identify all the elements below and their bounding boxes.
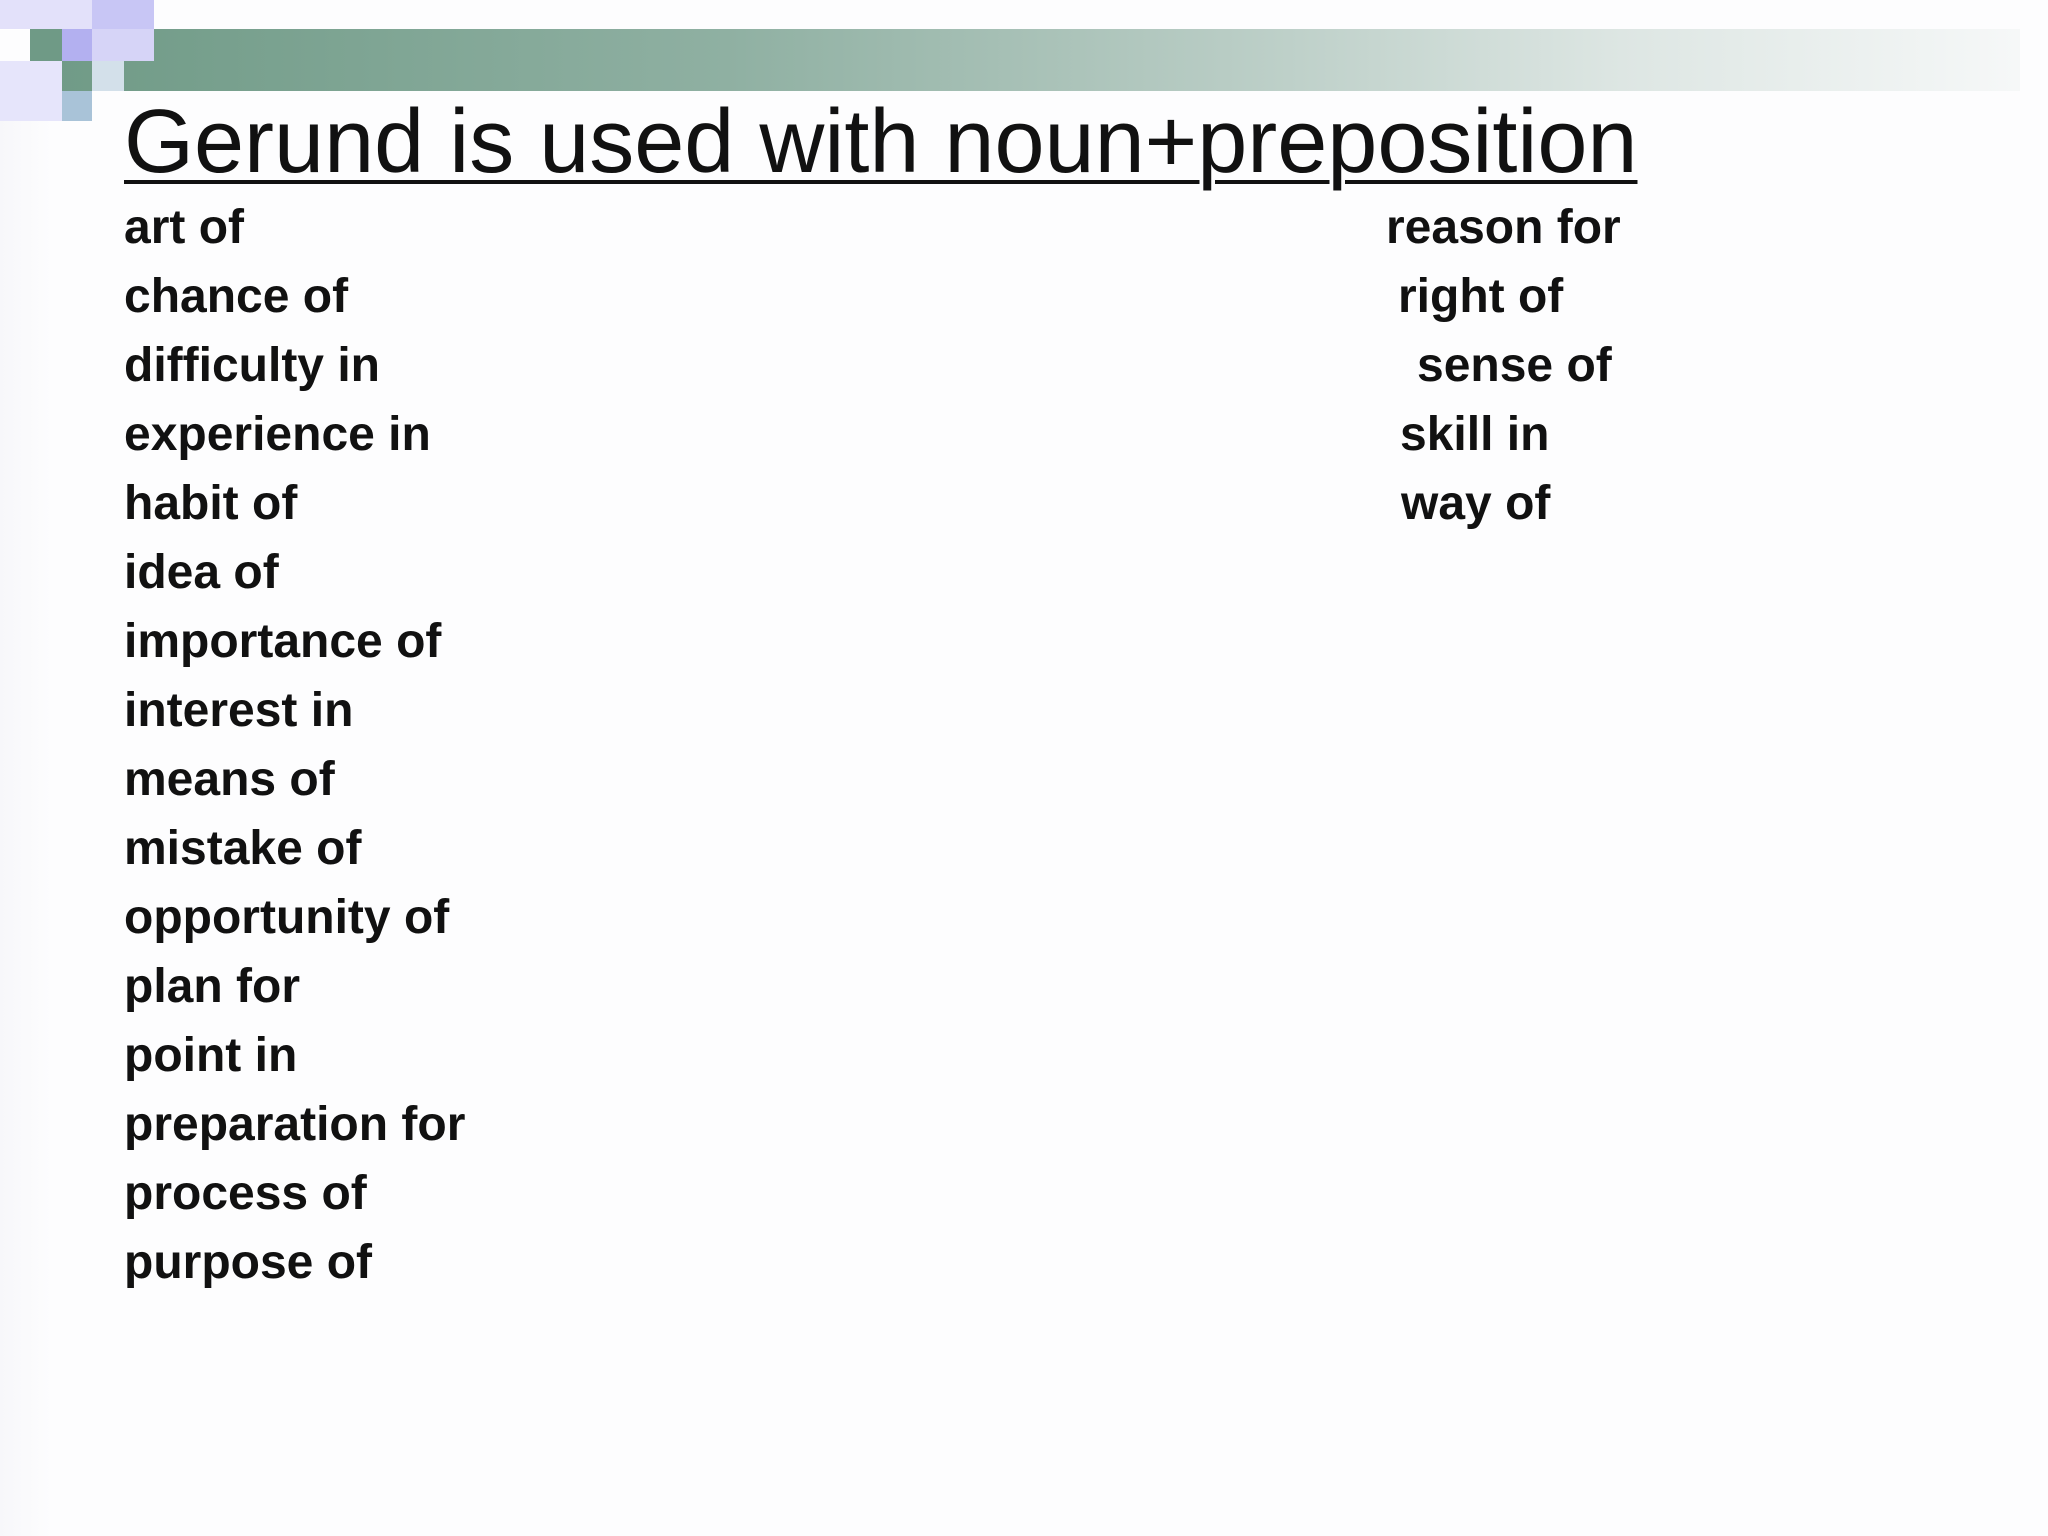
list-item: opportunity of	[124, 891, 450, 944]
corner-square	[92, 61, 124, 91]
list-item: chance of	[124, 270, 349, 323]
left-edge-shade	[0, 120, 52, 1536]
header-gradient-bar	[30, 29, 2020, 91]
list-item: point in	[124, 1029, 298, 1082]
corner-square	[92, 29, 154, 61]
corner-square	[92, 0, 154, 29]
list-item: means of	[124, 753, 335, 806]
corner-square	[0, 0, 92, 29]
list-item: mistake of	[124, 822, 362, 875]
list-item: preparation for	[124, 1098, 466, 1151]
list-item: way of	[1401, 477, 1551, 530]
right-phrase-list	[1386, 193, 1621, 538]
corner-square	[0, 61, 62, 121]
list-item: difficulty in	[124, 339, 380, 392]
list-item: process of	[124, 1167, 367, 1220]
list-item: idea of	[124, 546, 279, 599]
list-item: skill in	[1400, 408, 1550, 461]
list-item: reason for	[1386, 201, 1621, 254]
list-item: importance of	[124, 615, 442, 668]
left-phrase-list	[124, 193, 465, 1297]
corner-square	[30, 29, 62, 61]
slide-title: Gerund is used with noun+preposition	[124, 92, 1638, 192]
list-item: art of	[124, 201, 244, 254]
list-item: interest in	[124, 684, 354, 737]
list-item: purpose of	[124, 1236, 372, 1289]
list-item: experience in	[124, 408, 431, 461]
list-item: sense of	[1417, 339, 1612, 392]
corner-square	[62, 29, 92, 61]
list-item: right of	[1398, 270, 1564, 323]
corner-square	[62, 91, 92, 121]
list-item: habit of	[124, 477, 298, 530]
list-item: plan for	[124, 960, 300, 1013]
